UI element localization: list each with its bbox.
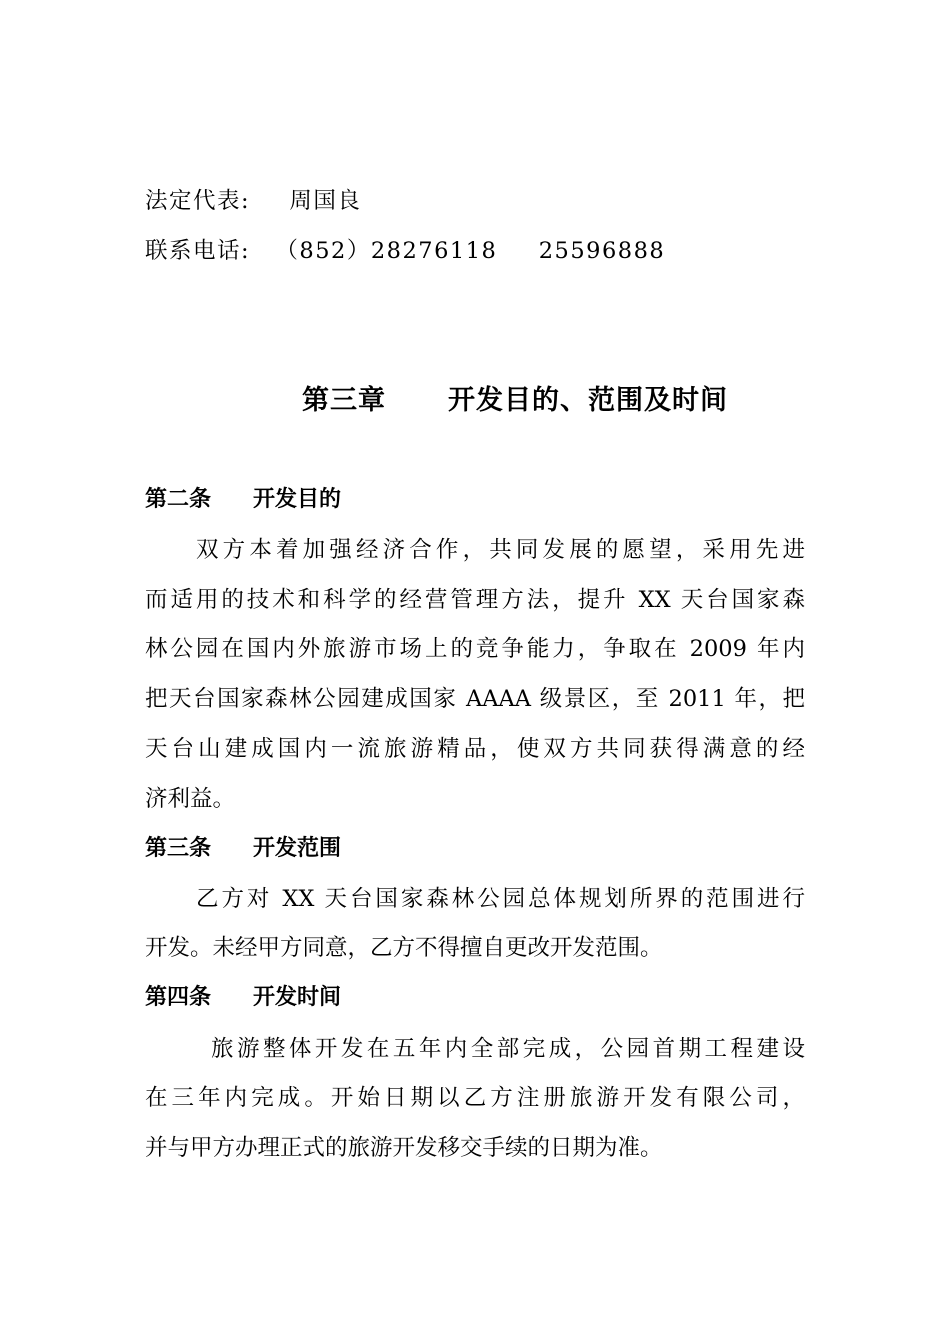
article-2-number: 第二条 xyxy=(145,487,212,512)
chapter-number: 第三章 xyxy=(302,385,386,416)
phone-number-secondary: 25596888 xyxy=(538,238,666,264)
legal-rep-name: 周国良 xyxy=(289,188,362,214)
article-2-line-1: 双方本着加强经济合作，共同发展的愿望，采用先进 xyxy=(196,537,805,563)
article-4-line-2: 在三年内完成。开始日期以乙方注册旅游开发有限公司， xyxy=(145,1085,805,1111)
phone-number-primary: （852）28276118 xyxy=(275,238,498,264)
article-4-line-1: 旅游整体开发在五年内全部完成，公园首期工程建设 xyxy=(211,1036,805,1062)
chapter-title xyxy=(302,383,728,419)
phone-label: 联系电话: xyxy=(145,238,251,264)
article-2-title: 开发目的 xyxy=(253,487,342,512)
article-3-number: 第三条 xyxy=(145,836,212,861)
article-2-line-2: 而适用的技术和科学的经营管理方法，提升 XX 天台国家森 xyxy=(145,587,805,613)
article-2-line-3: 林公园在国内外旅游市场上的竞争能力，争取在 2009 年内 xyxy=(145,636,805,662)
legal-rep-line xyxy=(145,186,361,216)
article-3-line-2: 开发。未经甲方同意，乙方不得擅自更改开发范围。 xyxy=(145,935,663,961)
article-3-line-1: 乙方对 XX 天台国家森林公园总体规划所界的范围进行 xyxy=(196,886,805,912)
article-3-heading xyxy=(145,834,341,864)
phone-line xyxy=(145,236,665,266)
article-3-title: 开发范围 xyxy=(253,836,342,861)
article-4-heading xyxy=(145,983,341,1013)
article-2-heading xyxy=(145,485,341,515)
article-2-line-5: 天台山建成国内一流旅游精品，使双方共同获得满意的经 xyxy=(145,736,805,762)
legal-rep-label: 法定代表: xyxy=(145,188,251,214)
article-4-number: 第四条 xyxy=(145,985,212,1010)
article-4-title: 开发时间 xyxy=(253,985,342,1010)
chapter-heading: 开发目的、范围及时间 xyxy=(448,385,728,416)
article-2-line-6: 济利益。 xyxy=(145,786,236,812)
article-4-line-3: 并与甲方办理正式的旅游开发移交手续的日期为准。 xyxy=(145,1135,663,1161)
article-2-line-4: 把天台国家森林公园建成国家 AAAA 级景区，至 2011 年，把 xyxy=(145,686,805,712)
